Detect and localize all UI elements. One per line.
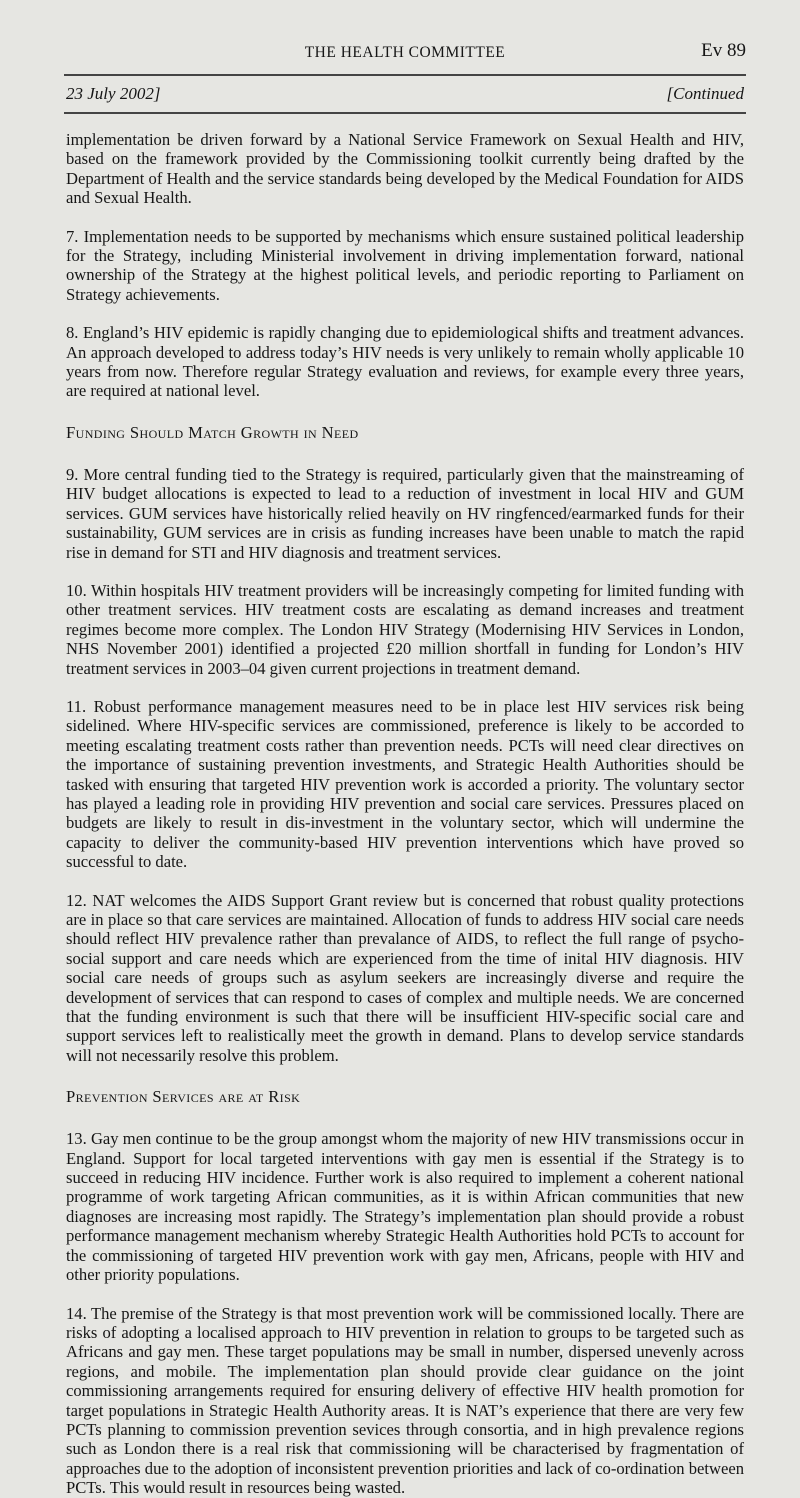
paragraph-9: 9. More central funding tied to the Strategy is required, particularly given that the mainstreaming of HIV budget allocations is expected to lead to a reduction of investment in local HIV and GUM services. GUM services have historically relied heavily on HV ringfenced/earmarked funds for their sustainability, GUM services are in crisis as funding increases have been unable to match the rapid rise in demand for STI and HIV diagnosis and treatment services. [66,464,744,562]
running-title: THE HEALTH COMMITTEE [304,44,506,61]
header-rule-bottom [64,112,746,114]
paragraph-14: 14. The premise of the Strategy is that most prevention work will be commissioned locally. There are risks of adopting a localised approach to HIV prevention in relation to groups to be targeted such as Africans and gay men. These target populations may be small in number, dispersed unevenly across regions, and mobile. The implementation plan should provide clear guidance on the joint commissioning arrangements required for ensuring delivery of effective HIV health promotion for target populations in Strategic Health Authority areas. It is NAT’s experience that there are very few PCTs planning to commission prevention sevices through consortia, and in high prevalence regions such as London there is a real risk that commissioning will be characterised by fragmentation of approaches due to the adoption of inconsistent prevention priorities and lack of co-ordination between PCTs. This would result in resources being wasted. [66,1303,744,1498]
continued-marker: [Continued [666,84,744,103]
paragraph-10: 10. Within hospitals HIV treatment providers will be increasingly competing for limited funding with other treatment services. HIV treatment costs are escalating as demand increases and treatment regimes become more complex. The London HIV Strategy (Modernising HIV Services in London, NHS November 2001) identified a projected £20 million shortfall in funding for London’s HIV treatment services in 2003–04 given current projections in treatment demand. [66,580,744,678]
prevention-section [66,1087,744,1497]
funding-section [66,423,744,1065]
document-page [0,40,800,1498]
paragraph-12: 12. NAT welcomes the AIDS Support Grant review but is concerned that robust quality protections are in place so that care services are maintained. Allocation of funds to address HIV social care needs should reflect HIV prevalence rather than prevalance of AIDS, to reflect the full range of psycho-social support and care needs which are experienced from the time of inital HIV diagnosis. HIV social care needs of groups such as asylum seekers are increasingly diverse and require the development of services that can respond to cases of complex and multiple needs. We are concerned that the funding environment is such that there will be insufficient HIV-specific social care and support services left to realistically meet the growth in demand. Plans to develop service standards will not necessarily resolve this problem. [66,890,744,1065]
paragraph-continuation: implementation be driven forward by a National Service Framework on Sexual Health and HIV, based on the framework provided by the Commissioning toolkit currently being drafted by the Department of Health and the service standards being developed by the Medical Foundation for AIDS and Sexual Health. [66,130,744,208]
paragraph-11: 11. Robust performance management measures need to be in place lest HIV services risk being sidelined. Where HIV-specific services are commissioned, preference is likely to be accorded to meeting escalating treatment costs rather than prevention needs. PCTs will need clear directives on the importance of sustaining prevention investments, and Strategic Health Authorities should be tasked with ensuring that targeted HIV prevention work is accorded a priority. The voluntary sector has played a leading role in providing HIV prevention and social care services. Pressures placed on budgets are likely to result in dis-investment in the voluntary sector, which will undermine the capacity to deliver the community-based HIV prevention interventions which have proved so successful to date. [66,696,744,872]
section-heading-prevention: Prevention Services are at Risk [66,1087,301,1107]
paragraph-7: 7. Implementation needs to be supported by mechanisms which ensure sustained political leadership for the Strategy, including Ministerial involvement in driving implementation forward, national ownership of the Strategy at the highest political levels, and periodic reporting to Parliament on Strategy achievements. [66,226,744,304]
section-heading-funding: Funding Should Match Growth in Need [66,422,359,442]
session-date: 23 July 2002] [66,84,161,103]
paragraph-13: 13. Gay men continue to be the group amongst whom the majority of new HIV transmissions occur in England. Support for local targeted interventions with gay men is essential if the Strategy is to succeed in reducing HIV incidence. Further work is also required to implement a coherent national programme of work targeting African communities, as it is within African communities that new diagnoses are increasing most rapidly. The Strategy’s implementation plan should provide a robust performance management mechanism whereby Strategic Health Authorities hold PCTs to account for the commissioning of targeted HIV prevention work with gay men, Africans, people with HIV and other priority populations. [66,1129,744,1285]
page-number: Ev 89 [701,40,746,61]
paragraph-8: 8. England’s HIV epidemic is rapidly changing due to epidemiological shifts and treatment advances. An approach developed to address today’s HIV needs is very unlikely to remain wholly applicable 10 years from now. Therefore regular Strategy evaluation and reviews, for example every three years, are required at national level. [66,323,744,401]
intro-section [66,130,744,401]
dateline [66,76,744,112]
running-header [66,40,746,74]
